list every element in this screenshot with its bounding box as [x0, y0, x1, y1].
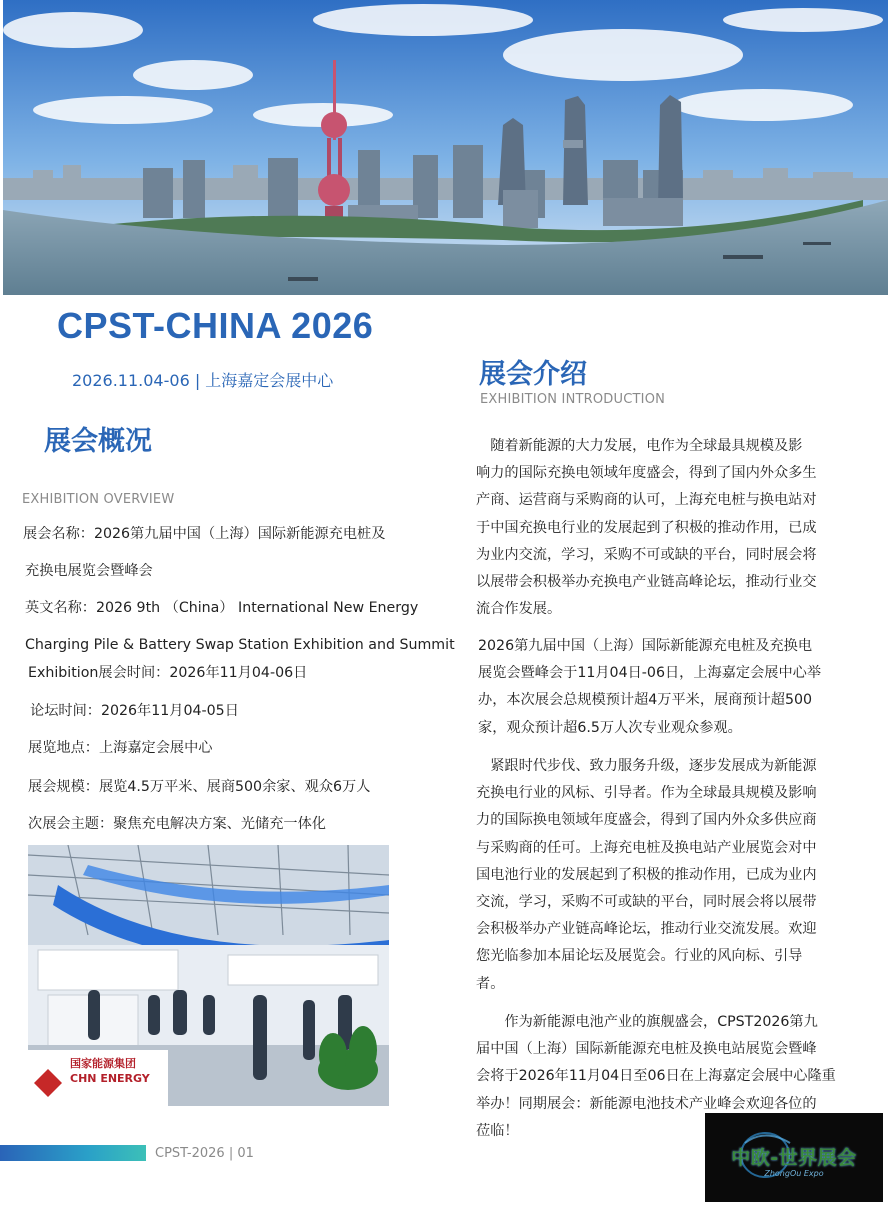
overview-row: Exhibition展会时间：2026年11月04-06日	[28, 665, 308, 681]
overview-row: 充换电展览会暨峰会	[25, 563, 153, 579]
overview-row: Charging Pile & Battery Swap Station Exhibition and Summit	[25, 637, 455, 653]
logo-subtext: ZhongOu Expo	[764, 1169, 824, 1178]
overview-row: 展览地点：上海嘉定会展中心	[28, 740, 213, 756]
intro-paragraph-1: 随着新能源的大力发展，电作为全球最具规模及影 响力的国际充换电领域年度盛会，得到了国内外众多生 产商、运营商与采购商的认可，上海充电桩与换电站对 于中国充换电行业的发展起到了积极的推动作用，已成 为业内交流，学习，采购不可或缺的平台，同时展会将 以展带会积极举办充换电产业链高峰论坛，推动行业交 流合作发展。	[476, 438, 817, 618]
logo-text: 中欧-世界展会	[731, 1147, 857, 1169]
overview-title: 展会概况	[44, 426, 152, 457]
overview-row: 英文名称：2026 9th （China） International New Energy	[25, 600, 419, 616]
overview-row: 论坛时间：2026年11月04-05日	[30, 703, 239, 719]
intro-title: 展会介绍	[479, 359, 587, 390]
booth-logo-en: CHN ENERGY	[70, 1072, 150, 1085]
event-date-venue: 2026.11.04-06 | 上海嘉定会展中心	[72, 371, 334, 390]
hero-skyline-image	[3, 0, 888, 295]
footer-page-label: CPST-2026 | 01	[155, 1146, 254, 1161]
overview-row: 展会规模：展览4.5万平米、展商500余家、观众6万人	[28, 779, 371, 795]
intro-paragraph-2: 2026第九届中国（上海）国际新能源充电桩及充换电 展览会暨峰会于11月04日-06日，上海嘉定会展中心举 办，本次展会总规模预计超4万平米，展商预计超500 家，观众预计超6.5万人次专业观众参观。	[478, 638, 822, 736]
zhongou-expo-logo	[705, 1113, 883, 1202]
intro-paragraph-3: 紧跟时代步伐、致力服务升级，逐步发展成为新能源 充换电行业的风标、引导者。作为全球最具规模及影响 力的国际换电领域年度盛会，得到了国内外众多供应商 与采购商的任可。上海充电桩及换电站产业展览会对中 国电池行业的发展起到了积极的推动作用，已成为业内 交流，学习，采购不可或缺的平台，同时展会将以展带 会积极举办产业链高峰论坛，推动行业交流发展。欢迎 您光临参加本届论坛及展览会。行业的风向标、引导 者。	[476, 758, 817, 992]
intro-paragraph-4: 作为新能源电池产业的旗舰盛会，CPST2026第九 届中国（上海）国际新能源充电桩及换电站展览会暨峰 会将于2026年11月04日至06日在上海嘉定会展中心隆重 举办！同期展会：新能源电池技术产业峰会欢迎各位的 莅临！	[476, 1014, 836, 1139]
intro-subtitle: EXHIBITION INTRODUCTION	[480, 392, 666, 407]
overview-row: 展会名称：2026第九届中国（上海）国际新能源充电桩及	[23, 526, 386, 542]
exhibition-hall-photo	[28, 845, 389, 1106]
overview-subtitle: EXHIBITION OVERVIEW	[22, 492, 175, 507]
event-title: CPST-CHINA 2026	[57, 305, 374, 346]
overview-row: 次展会主题：聚焦充电解决方案、光储充一体化	[28, 816, 326, 832]
footer-accent-bar	[0, 1145, 146, 1161]
booth-logo-cn: 国家能源集团	[70, 1057, 136, 1070]
